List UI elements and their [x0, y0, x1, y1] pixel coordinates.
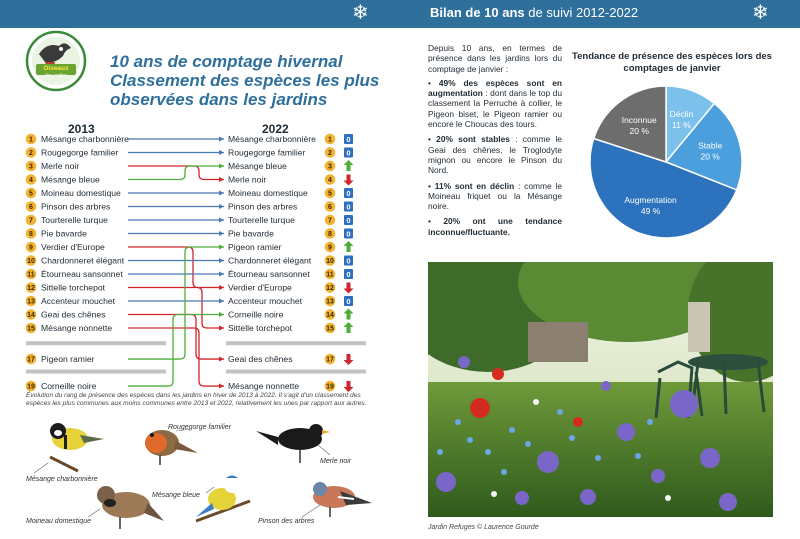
pie-slice-label: Augmentation	[624, 194, 677, 205]
rank-arrowhead	[219, 272, 224, 277]
trend-stable-text: 0	[346, 256, 351, 266]
trend-stable-text: 0	[346, 216, 351, 225]
species-name-2013: Merle noir	[41, 161, 80, 171]
pie-slice-value: 20 %	[700, 151, 720, 162]
species-name-2022: Pigeon ramier	[228, 242, 282, 252]
species-name-2013: Chardonneret élégant	[41, 255, 125, 266]
snowflake-icon: ❄	[752, 2, 769, 24]
robin-illustration	[145, 430, 198, 465]
rank-arrowhead	[219, 258, 224, 263]
species-name-2013: Moineau domestique	[41, 188, 121, 198]
rank-arrowhead	[219, 299, 224, 304]
trend-stable-text: 0	[346, 148, 351, 158]
page-gutter	[398, 28, 428, 539]
blackbird-illustration	[256, 424, 330, 463]
rank-number-2013: 13	[27, 298, 35, 306]
rank-arrowhead	[219, 285, 224, 290]
chaffinch-illustration	[313, 482, 372, 517]
intro-lead: Depuis 10 ans, en termes de présence dans les jardins lors du comptage de janvier :	[428, 43, 562, 74]
garden-photo	[428, 262, 773, 517]
rank-arrowhead	[219, 384, 224, 389]
right-page-title: Bilan de 10 ans de suivi 2012-2022	[430, 5, 639, 20]
photo-credit: Jardin Refuges © Laurence Gourde	[428, 524, 539, 531]
species-name-2022: Moineau domestique	[228, 188, 308, 198]
label-mesange-charbonniere: Mésange charbonnière	[26, 476, 98, 483]
rank-number-2013: 8	[29, 231, 33, 239]
rank-number-2022: 9	[328, 244, 332, 252]
trend-down-arrow-icon	[344, 381, 354, 392]
label-rougegorge: Rougegorge familier	[168, 424, 232, 431]
trend-up-arrow-icon	[344, 322, 354, 333]
rank-number-2022: 5	[328, 190, 332, 198]
rank-number-2013: 1	[29, 136, 33, 144]
rank-arrowhead	[219, 191, 224, 196]
trend-item-declin: • 11% sont en déclin : comme le Moineau friquet ou la Mésange noire.	[428, 180, 562, 212]
rank-number-2022: 2	[328, 150, 332, 158]
label-moineau-domestique: Moineau domestique	[26, 518, 91, 525]
rank-arrowhead	[219, 231, 224, 236]
rank-number-2022: 19	[326, 383, 334, 391]
rank-number-2013: 2	[29, 150, 33, 158]
rank-break-marker-left	[26, 370, 166, 374]
rank-number-2013: 6	[29, 204, 33, 212]
rank-arrowhead	[219, 137, 224, 142]
rank-number-2013: 10	[27, 258, 35, 266]
pie-chart-title: Tendance de présence des espèces lors des comptages de janvier	[572, 51, 772, 74]
species-name-2022: Merle noir	[228, 174, 267, 185]
trend-item-stable: • 20% sont stables : comme le Geai des chênes, le Troglodyte mignon ou encore le Pinson du Nord.	[428, 134, 562, 176]
species-name-2022: Rougegorge familier	[228, 147, 306, 158]
label-pinson-des-arbres: Pinson des arbres	[258, 518, 315, 525]
great-tit-illustration	[50, 423, 104, 471]
species-name-2022: Verdier d'Europe	[228, 282, 292, 293]
trend-stable-text: 0	[346, 202, 351, 212]
species-name-2022: Étourneau sansonnet	[228, 269, 310, 279]
species-name-2013: Pigeon ramier	[41, 354, 95, 365]
rank-number-2022: 14	[326, 312, 334, 320]
rank-connector	[128, 247, 224, 288]
species-name-2013: Accenteur mouchet	[41, 296, 116, 306]
rank-number-2022: 15	[326, 325, 334, 333]
species-name-2013: Geai des chênes	[41, 309, 106, 320]
rank-break-marker-right	[226, 370, 366, 374]
rank-number-2013: 3	[29, 163, 33, 171]
trend-pie-chart	[584, 80, 764, 260]
rank-connector	[128, 315, 224, 387]
logo-text-line2: des jardins	[45, 72, 67, 78]
species-name-2013: Mésange nonnette	[41, 323, 113, 333]
rank-connector	[128, 166, 224, 180]
rank-number-2013: 14	[27, 312, 35, 320]
trend-stable-text: 0	[346, 135, 351, 144]
rank-connector	[128, 166, 224, 180]
trend-up-arrow-icon	[344, 309, 354, 320]
species-name-2022: Geai des chênes	[228, 354, 293, 365]
trend-up-arrow-icon	[344, 241, 354, 252]
species-name-2022: Corneille noire	[228, 309, 284, 320]
rank-arrowhead	[219, 326, 224, 331]
rank-connector	[128, 288, 224, 329]
rank-number-2022: 13	[326, 298, 334, 306]
rank-number-2022: 3	[328, 163, 332, 171]
species-name-2022: Sittelle torchepot	[228, 323, 293, 333]
rank-number-2022: 11	[326, 271, 334, 279]
species-name-2022: Mésange nonnette	[228, 381, 300, 392]
rank-arrowhead	[219, 357, 224, 362]
species-name-2013: Mésange bleue	[41, 174, 100, 185]
pie-slice-value: 11 %	[672, 120, 691, 131]
rank-arrowhead	[219, 150, 224, 155]
rank-number-2022: 1	[328, 136, 332, 144]
rank-connector	[128, 315, 224, 360]
rank-number-2022: 10	[326, 258, 334, 266]
intro-text	[428, 43, 562, 242]
trend-stable-text: 0	[346, 297, 351, 306]
species-name-2022: Mésange charbonnière	[228, 134, 316, 144]
rank-number-2022: 4	[328, 177, 332, 185]
species-name-2022: Chardonneret élégant	[228, 255, 312, 266]
species-name-2013: Étourneau sansonnet	[41, 269, 123, 279]
species-name-2022: Mésange bleue	[228, 161, 287, 171]
species-name-2013: Corneille noire	[41, 381, 97, 392]
rank-number-2013: 5	[29, 190, 33, 198]
rank-number-2022: 12	[326, 285, 334, 293]
rank-break-marker-right	[226, 341, 366, 345]
trend-item-inconnue: • 20% ont une tendance inconnue/fluctuante.	[428, 216, 562, 237]
rank-number-2013: 4	[29, 177, 33, 185]
rank-number-2013: 12	[27, 285, 35, 293]
pie-slice-label: Stable	[698, 140, 723, 151]
species-name-2022: Accenteur mouchet	[228, 296, 303, 306]
pie-slice-value: 49 %	[640, 205, 661, 216]
pie-slice-value: 20 %	[629, 126, 649, 137]
rank-arrowhead	[219, 204, 224, 209]
figure-caption: Évolution du rang de présence des espèces dans les jardins en hiver de 2013 à 2022. Il s'agit d'un classement des espèces les plus communes aux moins communes entre 2013 et 2022, relativement les unes par rapport aux autres.	[26, 392, 367, 407]
species-name-2013: Mésange charbonnière	[41, 134, 129, 144]
trend-down-arrow-icon	[344, 354, 354, 365]
species-name-2013: Verdier d'Europe	[41, 242, 105, 252]
column-head-2022: 2022	[262, 122, 289, 136]
trend-down-arrow-icon	[344, 175, 354, 186]
logo-text-line1: Oiseaux	[43, 65, 69, 72]
rank-connector	[128, 328, 224, 386]
pie-slice-label: Inconnue	[621, 115, 657, 126]
trend-list	[428, 78, 562, 237]
trend-stable-text: 0	[346, 229, 351, 239]
rank-arrowhead	[219, 177, 224, 182]
snowflake-icon: ❄	[352, 2, 369, 24]
rank-number-2013: 7	[29, 217, 33, 225]
label-mesange-bleue: Mésange bleue	[152, 492, 200, 499]
species-name-2013: Pie bavarde	[41, 228, 87, 239]
species-name-2013: Pinson des arbres	[41, 201, 111, 212]
ranking-diagram	[0, 0, 400, 400]
species-name-2022: Tourterelle turque	[228, 215, 295, 225]
blue-tit-illustration	[196, 476, 250, 522]
rank-arrowhead	[219, 218, 224, 223]
rank-number-2022: 7	[328, 217, 332, 225]
species-name-2013: Tourterelle turque	[41, 215, 108, 225]
rank-number-2022: 8	[328, 231, 332, 239]
label-merle-noir: Merle noir	[320, 458, 352, 465]
trend-stable-text: 0	[346, 189, 351, 198]
rank-number-2013: 11	[27, 271, 35, 279]
rank-number-2013: 9	[29, 244, 33, 252]
species-name-2022: Pie bavarde	[228, 228, 274, 239]
rank-number-2013: 17	[27, 356, 35, 364]
column-head-2013: 2013	[68, 122, 95, 136]
page-title: 10 ans de comptage hivernal Classement des espèces les plus observées dans les jardins	[110, 52, 380, 109]
trend-down-arrow-icon	[344, 283, 354, 294]
rank-number-2013: 15	[27, 325, 35, 333]
rank-break-marker-left	[26, 341, 166, 345]
pie-slice-label: Déclin	[669, 109, 694, 120]
species-name-2022: Pinson des arbres	[228, 201, 298, 212]
trend-item-augmentation: • 49% des espèces sont en augmentation : dont dans le top du classement la Perruche à collier, le Pigeon biset, le Pigeon ramier ou encore le Choucas des tours.	[428, 77, 563, 130]
trend-up-arrow-icon	[344, 160, 354, 171]
rank-arrowhead	[219, 245, 224, 250]
rank-arrowhead	[219, 312, 224, 317]
trend-stable-text: 0	[346, 270, 351, 279]
rank-number-2022: 17	[326, 356, 334, 364]
rank-number-2013: 19	[27, 383, 35, 391]
species-name-2013: Rougegorge familier	[41, 147, 119, 158]
rank-arrowhead	[219, 164, 224, 169]
rank-number-2022: 6	[328, 204, 332, 212]
species-name-2013: Sittelle torchepot	[41, 282, 106, 293]
